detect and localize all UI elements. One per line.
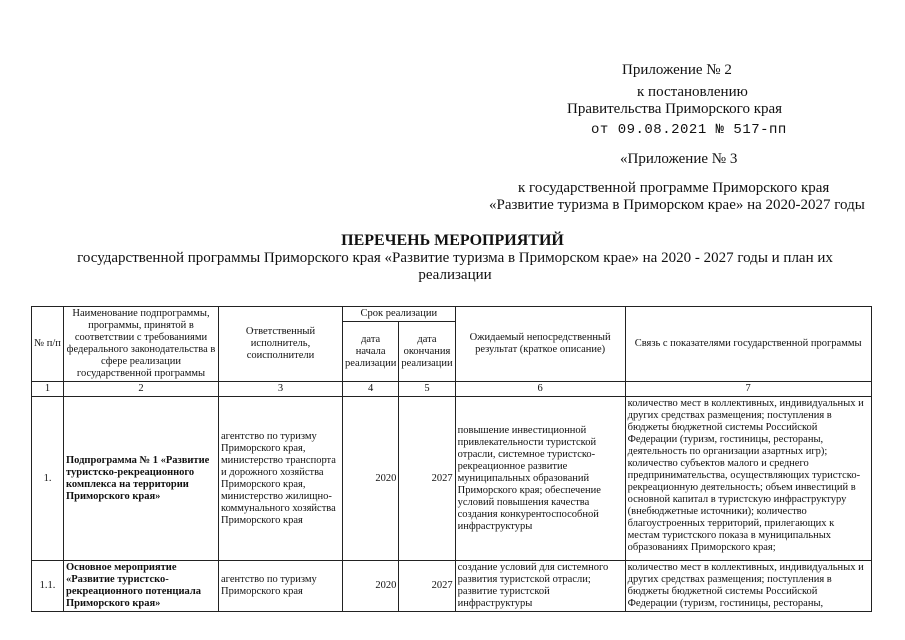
- header-period: Срок реализации: [343, 307, 456, 322]
- col-number: 1: [32, 382, 64, 397]
- row-end: 2027: [399, 397, 455, 561]
- program-name: «Развитие туризма в Приморском крае» на 2020-2027 годы: [489, 197, 865, 213]
- document-subtitle: государственной программы Приморского края «Развитие туризма в Приморском крае» на 2020 - 2027 годы и план их реализации: [77, 250, 833, 283]
- header-result: Ожидаемый непосредственный результат (краткое описание): [455, 307, 625, 382]
- row-start: 2020: [343, 561, 399, 612]
- row-start: 2020: [343, 397, 399, 561]
- row-result: создание условий для системного развития туристской отрасли; развитие туристской инфраструктуры: [455, 561, 625, 612]
- inner-appendix-number: «Приложение № 3: [620, 151, 738, 167]
- appendix-number: Приложение № 2: [622, 62, 732, 78]
- col-number: 2: [64, 382, 219, 397]
- row-name: Подпрограмма № 1 «Развитие туристско-рекреационного комплекса на территории Приморского края»: [64, 397, 219, 561]
- row-end: 2027: [399, 561, 455, 612]
- row-executor: агентство по туризму Приморского края: [219, 561, 343, 612]
- row-num: 1.: [32, 397, 64, 561]
- col-number: 6: [455, 382, 625, 397]
- row-executor: агентство по туризму Приморского края, министерство транспорта и дорожного хозяйства Приморского края, министерство жилищно-коммунального хозяйства Приморского края: [219, 397, 343, 561]
- measures-table: [31, 306, 872, 612]
- table-row: [32, 397, 872, 561]
- col-number: 5: [399, 382, 455, 397]
- row-result: повышение инвестиционной привлекательности туристской отрасли, системное туристско-рекреационное развитие муниципальных образований Приморского края; обеспечение условий повышения качества создания конкурентоспособной инфраструктуры: [455, 397, 625, 561]
- row-link: количество мест в коллективных, индивидуальных и других средствах размещения; поступления в бюджеты бюджетной системы Российской Федерации (туризм, гостиницы, рестораны,: [625, 561, 871, 612]
- col-number: 7: [625, 382, 871, 397]
- row-name: Основное мероприятие «Развитие туристско-рекреационного потенциала Приморского края»: [64, 561, 219, 612]
- government-name: Правительства Приморского края: [567, 101, 783, 117]
- decree-reference: к постановлению: [637, 84, 748, 100]
- header-executor: Ответственный исполнитель, соисполнители: [219, 307, 343, 382]
- col-number: 4: [343, 382, 399, 397]
- col-number: 3: [219, 382, 343, 397]
- decree-date-number: от 09.08.2021 № 517-пп: [591, 122, 787, 138]
- document-title: ПЕРЕЧЕНЬ МЕРОПРИЯТИЙ: [341, 232, 564, 249]
- header-start: дата начала реализации: [343, 322, 399, 382]
- row-num: 1.1.: [32, 561, 64, 612]
- table-row: [32, 561, 872, 612]
- header-end: дата окончания реализации: [399, 322, 455, 382]
- header-link: Связь с показателями государственной программы: [625, 307, 871, 382]
- header-num: № п/п: [32, 307, 64, 382]
- program-reference: к государственной программе Приморского края: [518, 180, 830, 196]
- row-link: количество мест в коллективных, индивидуальных и других средствах размещения; поступления в бюджеты бюджетной системы Российской Федерации (туризм, гостиницы, рестораны, деятельность по организации азартных игр); количество субъектов малого и среднего предпринимательства, осуществляющих туристско-рекреационную деятельность; объем инвестиций в основной капитал в туристскую инфраструктуру (внебюджетные источники); количество благоустроенных территорий, прилегающих к местам туристского показа в муниципальных образованиях Приморского края;: [625, 397, 871, 561]
- header-name: Наименование подпрограммы, программы, принятой в соответствии с требованиями федерального законодательства в сфере реализации государственной программы: [64, 307, 219, 382]
